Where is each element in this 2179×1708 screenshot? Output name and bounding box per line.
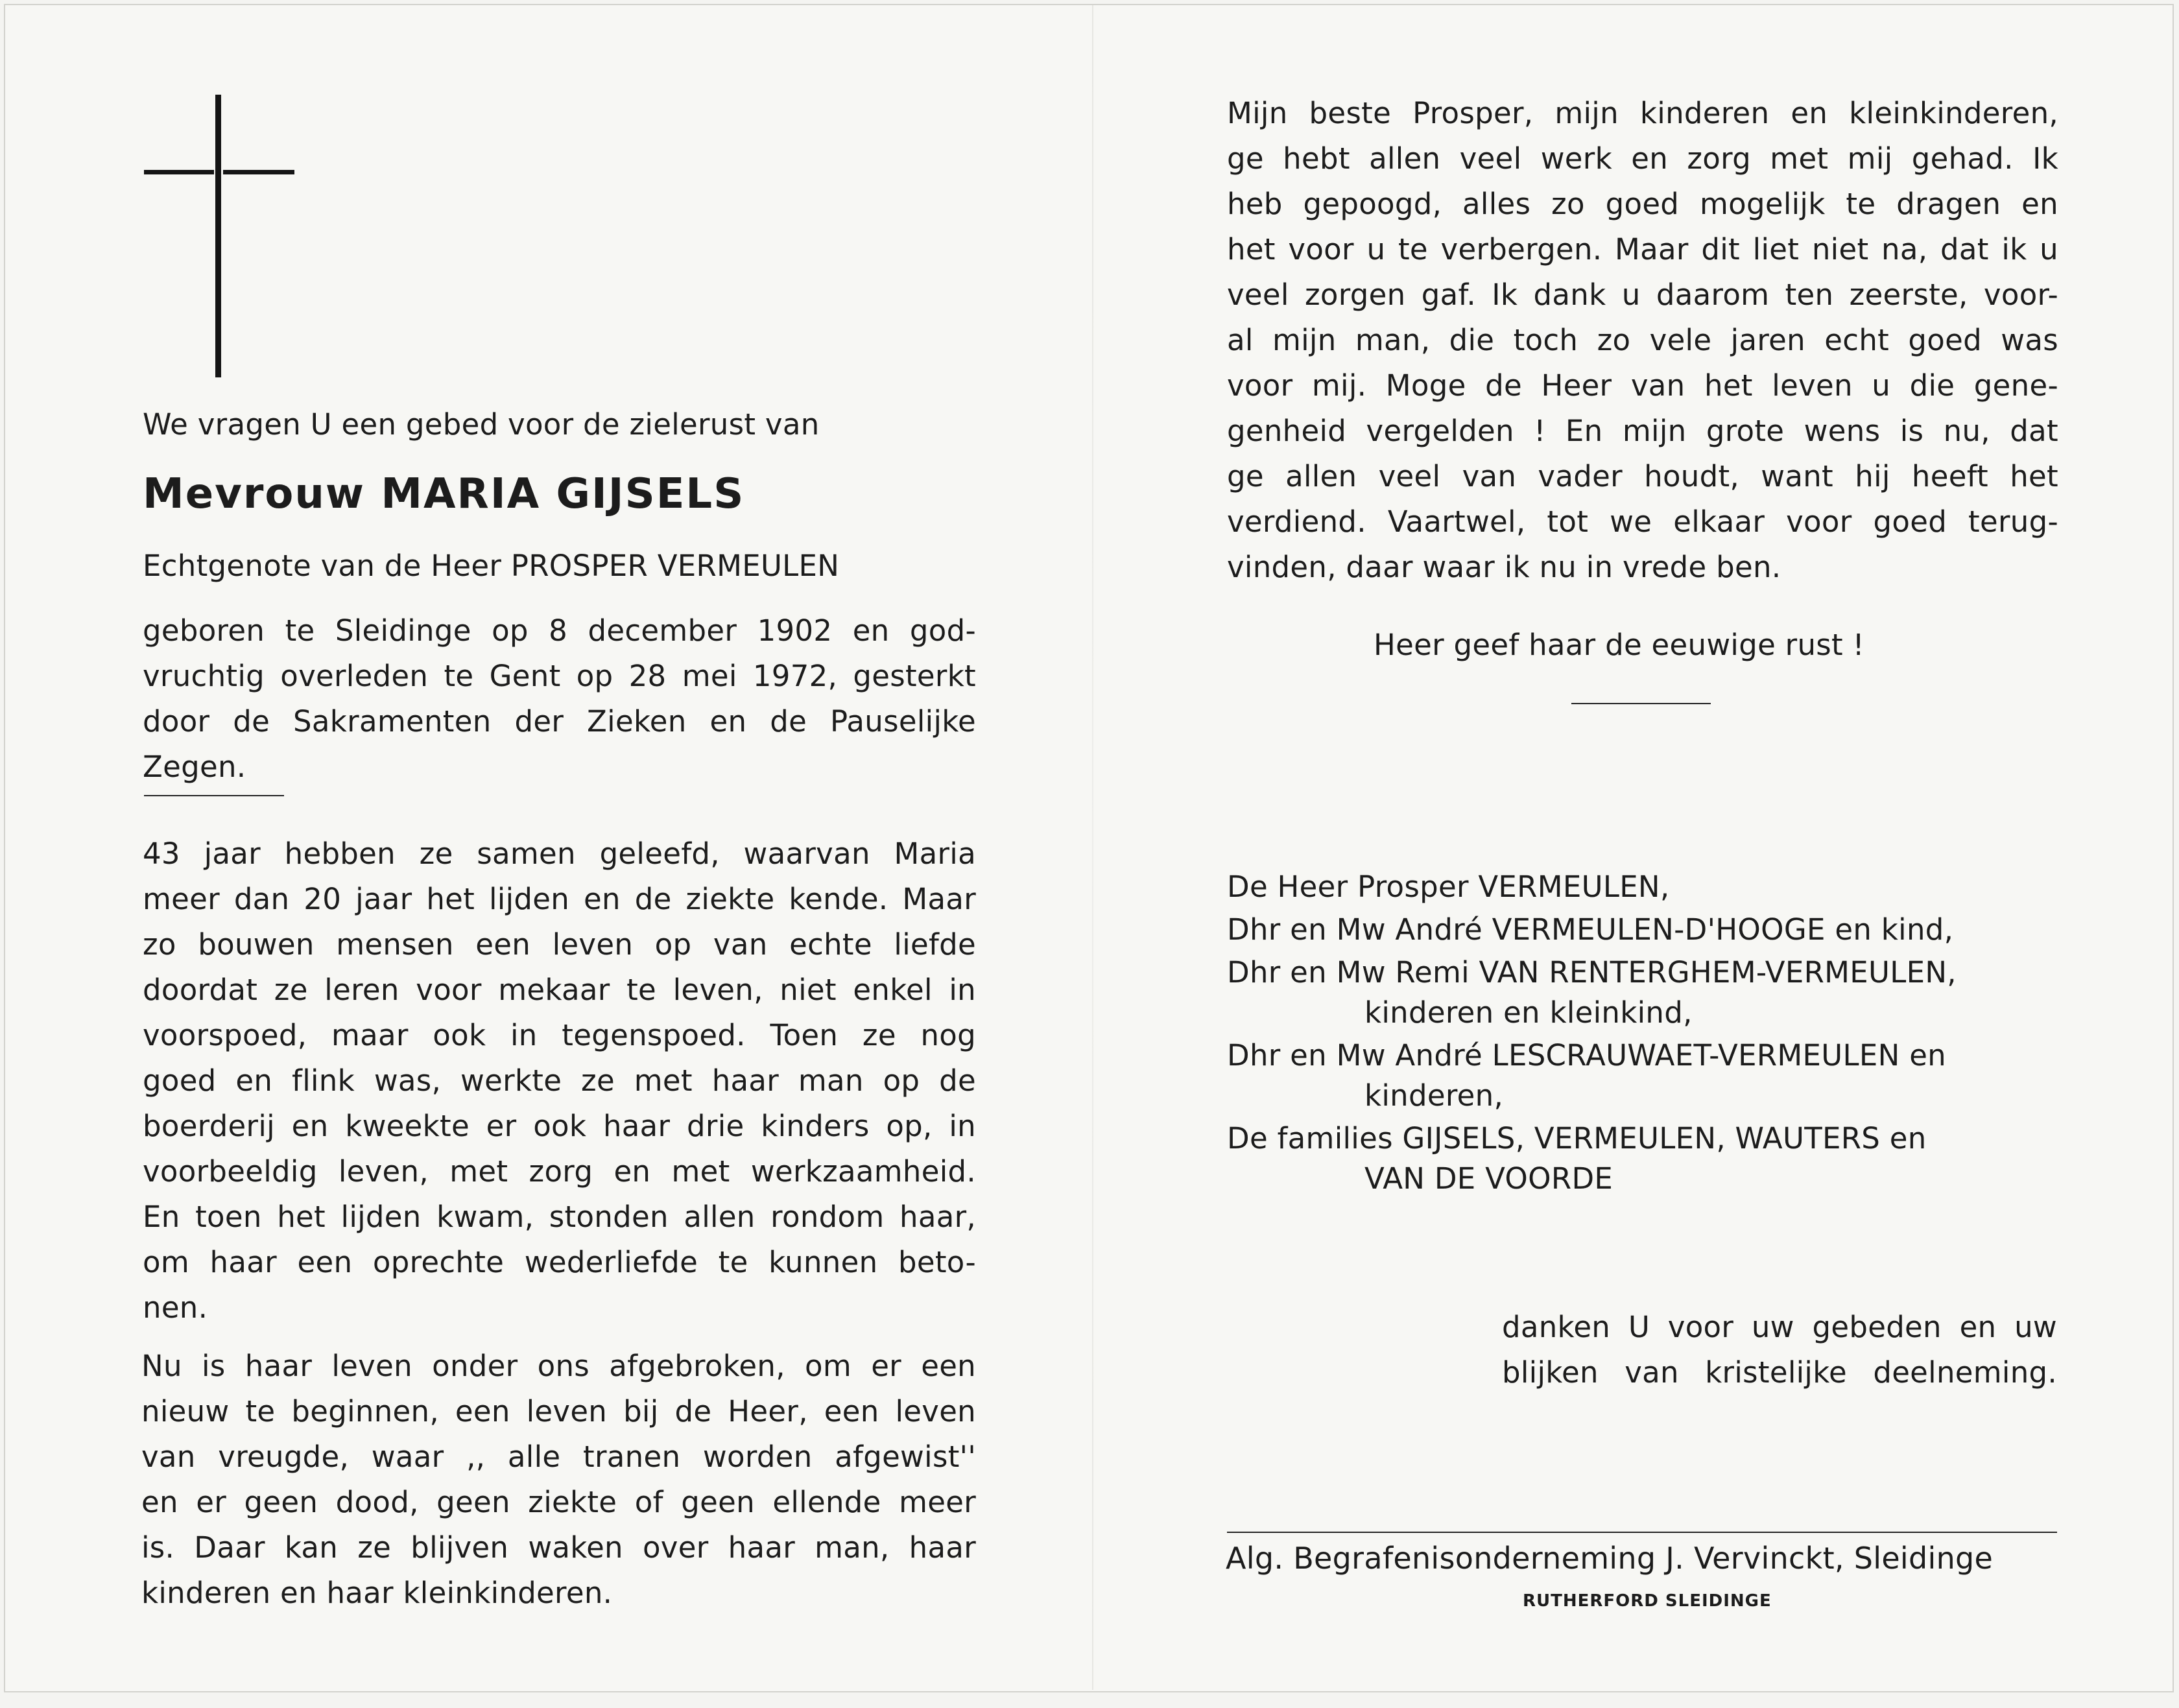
text-line: blijken van kristelijke deelneming.	[1502, 1355, 2057, 1390]
text-line: vruchtig overleden te Gent op 28 mei 1972, gesterkt	[143, 659, 976, 693]
text-line: boerderij en kweekte er ook haar drie kinders op, in	[143, 1109, 976, 1143]
prayer-request: We vragen U een gebed voor de zielerust van	[143, 407, 820, 442]
farewell-message	[1227, 91, 2058, 590]
family-line: VAN DE VOORDE	[1364, 1161, 1613, 1196]
divider	[144, 795, 284, 796]
birth-death-text	[143, 608, 976, 790]
text-line: voorbeeldig leven, met zorg en met werkzaamheid.	[143, 1154, 976, 1189]
thanks-text	[1502, 1305, 2057, 1395]
family-line: kinderen,	[1364, 1078, 1504, 1113]
text-line: Nu is haar leven onder ons afgebroken, om er een	[141, 1349, 976, 1383]
text-line: ge hebt allen veel werk en zorg met mij gehad. Ik	[1227, 141, 2058, 176]
text-line: en er geen dood, geen ziekte of geen ellende meer	[141, 1485, 976, 1519]
text-line: al mijn man, die toch zo vele jaren echt goed was	[1227, 323, 2058, 357]
text-line: ge allen veel van vader houdt, want hij heeft het	[1227, 459, 2058, 493]
text-line: danken U voor uw gebeden en uw	[1502, 1310, 2057, 1344]
cross-icon-arm-left	[144, 170, 214, 174]
text-line: meer dan 20 jaar het lijden en de ziekte kende. Maar	[143, 882, 976, 916]
footer-divider	[1227, 1532, 2057, 1533]
card-fold	[1092, 5, 1093, 1690]
spouse-line: Echtgenote van de Heer PROSPER VERMEULEN	[143, 549, 840, 583]
text-line: Zegen.	[143, 750, 246, 784]
text-line: kinderen en haar kleinkinderen.	[141, 1576, 613, 1610]
cross-icon	[215, 95, 221, 377]
family-list	[1227, 866, 1957, 1200]
text-line: Mijn beste Prosper, mijn kinderen en kleinkinderen,	[1227, 96, 2058, 130]
text-line: 43 jaar hebben ze samen geleefd, waarvan Maria	[143, 836, 976, 871]
text-line: om haar een oprechte wederliefde te kunnen beto-	[143, 1245, 976, 1279]
text-line: veel zorgen gaf. Ik dank u daarom ten zeerste, voor-	[1227, 278, 2058, 312]
printer-imprint: RUTHERFORD SLEIDINGE	[1523, 1591, 1772, 1611]
text-line: is. Daar kan ze blijven waken over haar man, haar	[141, 1530, 976, 1565]
text-line: nen.	[143, 1290, 208, 1325]
text-line: door de Sakramenten der Zieken en de Pauselijke	[143, 704, 976, 739]
text-line: verdiend. Vaartwel, tot we elkaar voor goed terug-	[1227, 504, 2058, 539]
divider	[1571, 703, 1711, 704]
family-line: kinderen en kleinkind,	[1364, 995, 1693, 1030]
text-line: heb gepoogd, alles zo goed mogelijk te dragen en	[1227, 187, 2058, 221]
text-line: van vreugde, waar ,, alle tranen worden afgewist''	[141, 1440, 976, 1474]
text-line: nieuw te beginnen, een leven bij de Heer, een leven	[141, 1394, 976, 1429]
family-line: Dhr en Mw Remi VAN RENTERGHEM-VERMEULEN,	[1227, 955, 1957, 990]
family-line: De families GIJSELS, VERMEULEN, WAUTERS en	[1227, 1121, 1927, 1156]
afterlife-paragraph	[141, 1344, 976, 1616]
undertaker-name: Alg. Begrafenisonderneming J. Vervinckt, Sleidinge	[1226, 1541, 1994, 1576]
text-line: goed en flink was, werkte ze met haar man op de	[143, 1063, 976, 1098]
family-line: Dhr en Mw André VERMEULEN-D'HOOGE en kind,	[1227, 912, 1954, 947]
life-paragraph	[143, 831, 976, 1331]
text-line: het voor u te verbergen. Maar dit liet niet na, dat ik u	[1227, 232, 2058, 267]
text-line: voorspoed, maar ook in tegenspoed. Toen ze nog	[143, 1018, 976, 1052]
deceased-name: Mevrouw MARIA GIJSELS	[143, 470, 745, 518]
text-line: En toen het lijden kwam, stonden allen rondom haar,	[143, 1200, 976, 1234]
cross-icon-arm-right	[223, 170, 294, 174]
text-line: zo bouwen mensen een leven op van echte liefde	[143, 927, 976, 962]
family-line: Dhr en Mw André LESCRAUWAET-VERMEULEN en	[1227, 1038, 1947, 1073]
text-line: vinden, daar waar ik nu in vrede ben.	[1227, 550, 1781, 584]
text-line: voor mij. Moge de Heer van het leven u die gene-	[1227, 368, 2058, 403]
text-line: geboren te Sleidinge op 8 december 1902 en god-	[143, 613, 976, 648]
family-line: De Heer Prosper VERMEULEN,	[1227, 870, 1670, 904]
text-line: doordat ze leren voor mekaar te leven, niet enkel in	[143, 973, 976, 1007]
text-line: genheid vergelden ! En mijn grote wens is nu, dat	[1227, 414, 2058, 448]
closing-prayer: Heer geef haar de eeuwige rust !	[1374, 628, 1864, 662]
